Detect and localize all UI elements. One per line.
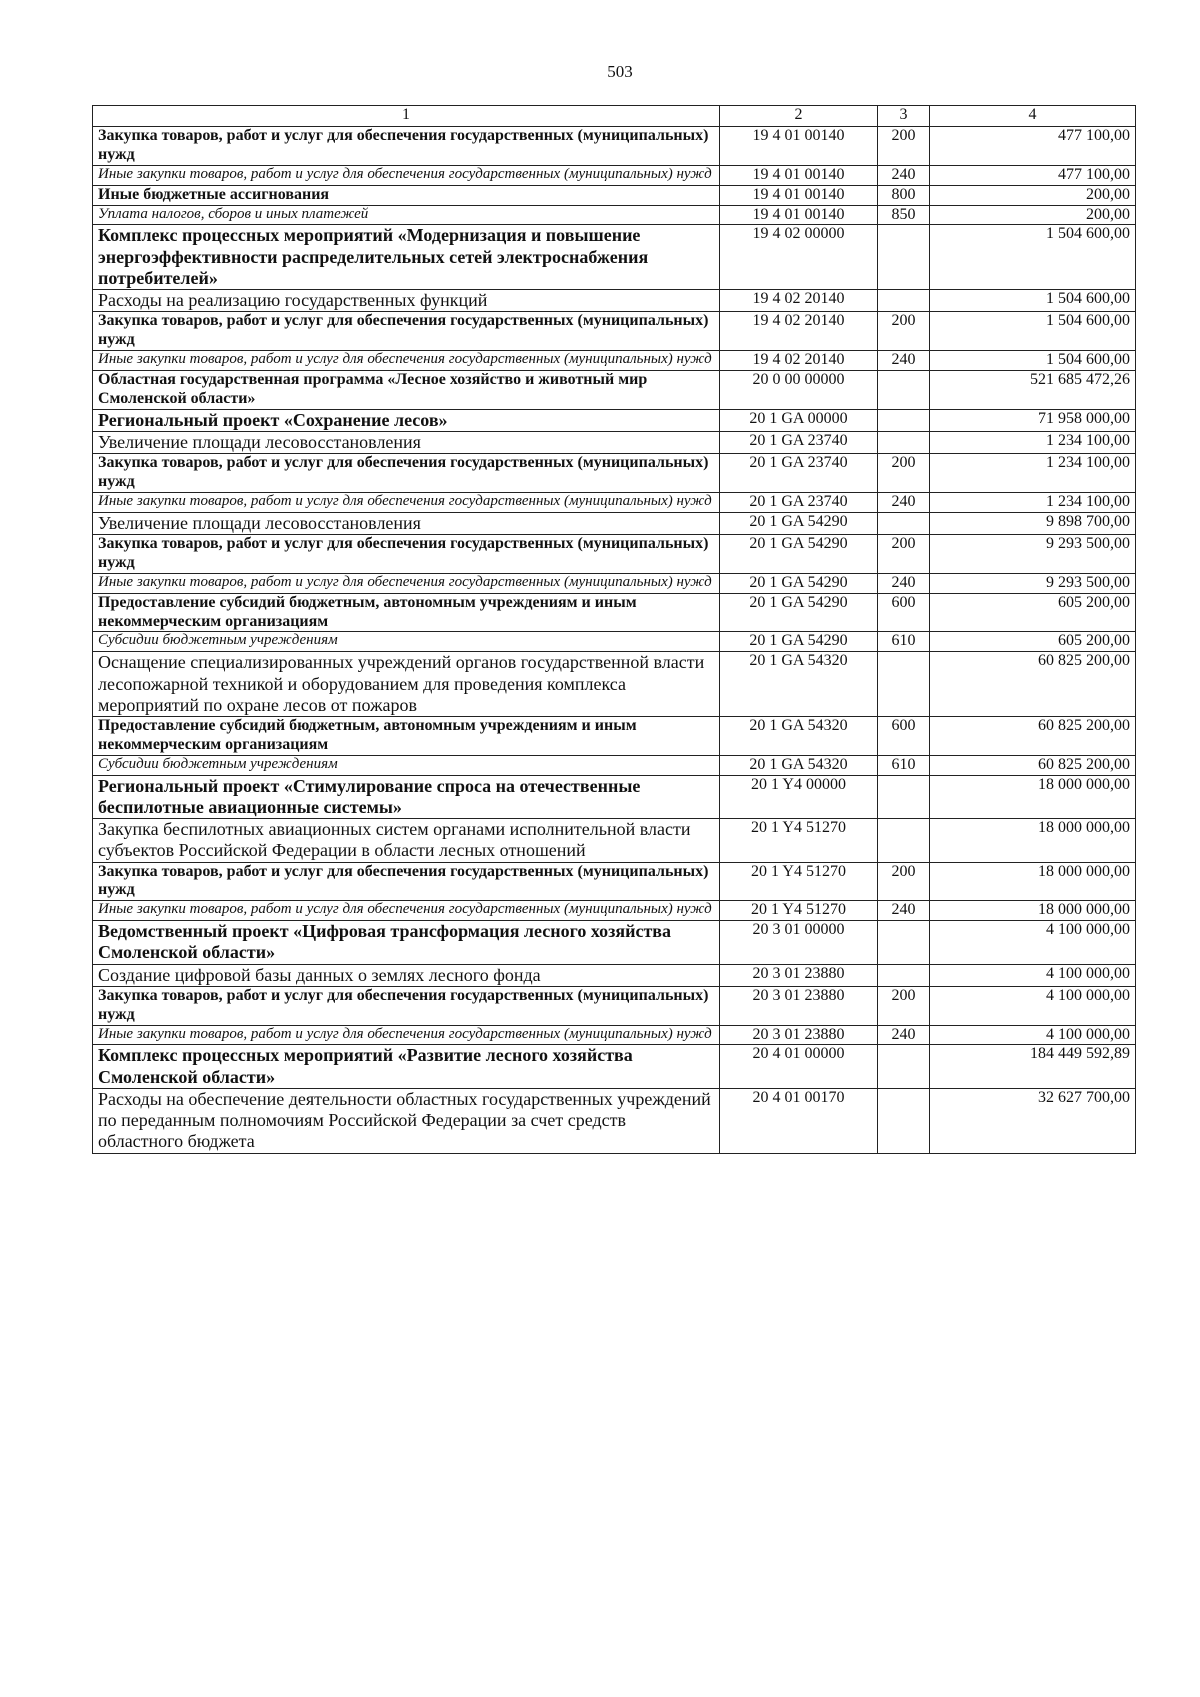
row-sum-cell: 9 293 500,00	[930, 573, 1136, 593]
row-type-cell: 200	[878, 312, 930, 351]
table-body	[93, 127, 1136, 1154]
row-type-cell: 610	[878, 755, 930, 775]
row-code-cell: 20 1 Y4 51270	[720, 819, 878, 862]
row-sum-cell: 1 234 100,00	[930, 492, 1136, 512]
row-sum-cell: 9 293 500,00	[930, 535, 1136, 574]
row-name-cell: Ведомственный проект «Цифровая трансформация лесного хозяйства Смоленской области»	[93, 921, 720, 964]
row-type-cell	[878, 370, 930, 409]
row-code-cell: 20 1 GA 54320	[720, 652, 878, 717]
row-type-cell: 240	[878, 351, 930, 371]
table-row	[93, 652, 1136, 717]
row-name-cell: Закупка беспилотных авиационных систем органами исполнительной власти субъектов Российской Федерации в области лесных отношений	[93, 819, 720, 862]
row-name-cell: Региональный проект «Стимулирование спроса на отечественные беспилотные авиационные системы»	[93, 775, 720, 818]
table-row	[93, 205, 1136, 225]
row-code-cell: 20 1 GA 54320	[720, 755, 878, 775]
row-sum-cell: 4 100 000,00	[930, 986, 1136, 1025]
row-type-cell: 200	[878, 454, 930, 493]
row-sum-cell: 4 100 000,00	[930, 964, 1136, 986]
row-name-cell: Увеличение площади лесовосстановления	[93, 431, 720, 453]
row-type-cell	[878, 431, 930, 453]
row-sum-cell: 521 685 472,26	[930, 370, 1136, 409]
row-type-cell: 200	[878, 535, 930, 574]
row-name-cell: Субсидии бюджетным учреждениям	[93, 755, 720, 775]
row-type-cell	[878, 290, 930, 312]
row-sum-cell: 1 504 600,00	[930, 225, 1136, 290]
row-code-cell: 20 1 Y4 51270	[720, 901, 878, 921]
row-name-cell: Закупка товаров, работ и услуг для обеспечения государственных (муниципальных) нужд	[93, 312, 720, 351]
row-type-cell: 200	[878, 986, 930, 1025]
table-row	[93, 1088, 1136, 1153]
row-type-cell	[878, 409, 930, 431]
table-row	[93, 862, 1136, 901]
row-type-cell: 600	[878, 593, 930, 632]
row-sum-cell: 60 825 200,00	[930, 652, 1136, 717]
row-sum-cell: 184 449 592,89	[930, 1045, 1136, 1088]
row-sum-cell: 18 000 000,00	[930, 819, 1136, 862]
row-code-cell: 20 1 GA 23740	[720, 492, 878, 512]
row-code-cell: 19 4 01 00140	[720, 165, 878, 185]
row-sum-cell: 605 200,00	[930, 593, 1136, 632]
row-name-cell: Иные закупки товаров, работ и услуг для обеспечения государственных (муниципальных) нужд	[93, 351, 720, 371]
row-name-cell: Создание цифровой базы данных о землях лесного фонда	[93, 964, 720, 986]
row-code-cell: 20 1 GA 00000	[720, 409, 878, 431]
row-name-cell: Иные закупки товаров, работ и услуг для обеспечения государственных (муниципальных) нужд	[93, 1025, 720, 1045]
row-sum-cell: 1 504 600,00	[930, 290, 1136, 312]
row-sum-cell: 605 200,00	[930, 632, 1136, 652]
row-code-cell: 19 4 02 20140	[720, 312, 878, 351]
row-name-cell: Областная государственная программа «Лесное хозяйство и животный мир Смоленской области»	[93, 370, 720, 409]
row-code-cell: 20 1 GA 54290	[720, 512, 878, 534]
budget-table	[92, 105, 1136, 1154]
row-sum-cell: 18 000 000,00	[930, 901, 1136, 921]
row-code-cell: 20 1 GA 23740	[720, 454, 878, 493]
row-sum-cell: 200,00	[930, 185, 1136, 205]
table-row	[93, 351, 1136, 371]
table-row	[93, 512, 1136, 534]
row-sum-cell: 477 100,00	[930, 127, 1136, 166]
row-sum-cell: 1 504 600,00	[930, 351, 1136, 371]
table-row	[93, 901, 1136, 921]
row-name-cell: Субсидии бюджетным учреждениям	[93, 632, 720, 652]
row-sum-cell: 60 825 200,00	[930, 755, 1136, 775]
row-name-cell: Закупка товаров, работ и услуг для обеспечения государственных (муниципальных) нужд	[93, 454, 720, 493]
row-name-cell: Оснащение специализированных учреждений органов государственной власти лесопожарной техникой и оборудованием для проведения комплекса мероприятий по охране лесов от пожаров	[93, 652, 720, 717]
row-code-cell: 20 3 01 23880	[720, 986, 878, 1025]
row-name-cell: Уплата налогов, сборов и иных платежей	[93, 205, 720, 225]
table-row	[93, 1045, 1136, 1088]
row-sum-cell: 18 000 000,00	[930, 862, 1136, 901]
row-name-cell: Расходы на реализацию государственных функций	[93, 290, 720, 312]
row-sum-cell: 1 504 600,00	[930, 312, 1136, 351]
row-code-cell: 20 1 GA 54290	[720, 573, 878, 593]
row-sum-cell: 200,00	[930, 205, 1136, 225]
row-name-cell: Закупка товаров, работ и услуг для обеспечения государственных (муниципальных) нужд	[93, 862, 720, 901]
row-code-cell: 20 0 00 00000	[720, 370, 878, 409]
page-number: 503	[607, 62, 633, 81]
row-code-cell: 20 3 01 00000	[720, 921, 878, 964]
row-code-cell: 19 4 01 00140	[720, 185, 878, 205]
row-type-cell	[878, 1088, 930, 1153]
row-type-cell: 240	[878, 901, 930, 921]
row-code-cell: 19 4 02 20140	[720, 290, 878, 312]
row-type-cell	[878, 775, 930, 818]
table-row	[93, 755, 1136, 775]
table-row	[93, 165, 1136, 185]
row-code-cell: 20 1 GA 54290	[720, 593, 878, 632]
row-sum-cell: 60 825 200,00	[930, 716, 1136, 755]
row-type-cell	[878, 964, 930, 986]
row-code-cell: 19 4 02 20140	[720, 351, 878, 371]
row-name-cell: Закупка товаров, работ и услуг для обеспечения государственных (муниципальных) нужд	[93, 127, 720, 166]
row-code-cell: 19 4 01 00140	[720, 205, 878, 225]
column-header-2: 2	[720, 106, 878, 127]
row-sum-cell: 18 000 000,00	[930, 775, 1136, 818]
row-code-cell: 20 3 01 23880	[720, 964, 878, 986]
column-header-4: 4	[930, 106, 1136, 127]
row-type-cell: 240	[878, 1025, 930, 1045]
table-row	[93, 632, 1136, 652]
row-type-cell	[878, 819, 930, 862]
row-sum-cell: 4 100 000,00	[930, 921, 1136, 964]
table-row	[93, 986, 1136, 1025]
row-type-cell: 200	[878, 862, 930, 901]
row-type-cell: 850	[878, 205, 930, 225]
row-name-cell: Иные закупки товаров, работ и услуг для обеспечения государственных (муниципальных) нужд	[93, 573, 720, 593]
row-sum-cell: 32 627 700,00	[930, 1088, 1136, 1153]
row-code-cell: 19 4 02 00000	[720, 225, 878, 290]
row-type-cell	[878, 225, 930, 290]
row-type-cell: 240	[878, 165, 930, 185]
table-row	[93, 921, 1136, 964]
table-row	[93, 535, 1136, 574]
row-type-cell: 200	[878, 127, 930, 166]
table-row	[93, 312, 1136, 351]
table-row	[93, 225, 1136, 290]
row-code-cell: 20 1 Y4 00000	[720, 775, 878, 818]
row-code-cell: 20 1 GA 23740	[720, 431, 878, 453]
table-row	[93, 185, 1136, 205]
table-row	[93, 964, 1136, 986]
row-type-cell: 610	[878, 632, 930, 652]
row-name-cell: Предоставление субсидий бюджетным, автономным учреждениям и иным некоммерческим организациям	[93, 716, 720, 755]
table-row	[93, 819, 1136, 862]
row-name-cell: Иные закупки товаров, работ и услуг для обеспечения государственных (муниципальных) нужд	[93, 165, 720, 185]
row-name-cell: Увеличение площади лесовосстановления	[93, 512, 720, 534]
row-name-cell: Комплекс процессных мероприятий «Развитие лесного хозяйства Смоленской области»	[93, 1045, 720, 1088]
table-row	[93, 716, 1136, 755]
row-code-cell: 20 1 GA 54290	[720, 632, 878, 652]
row-code-cell: 20 1 Y4 51270	[720, 862, 878, 901]
table-row	[93, 492, 1136, 512]
row-name-cell: Закупка товаров, работ и услуг для обеспечения государственных (муниципальных) нужд	[93, 535, 720, 574]
row-code-cell: 20 3 01 23880	[720, 1025, 878, 1045]
row-name-cell: Иные закупки товаров, работ и услуг для обеспечения государственных (муниципальных) нужд	[93, 901, 720, 921]
row-sum-cell: 4 100 000,00	[930, 1025, 1136, 1045]
table-row	[93, 127, 1136, 166]
table-row	[93, 290, 1136, 312]
table-row	[93, 409, 1136, 431]
row-code-cell: 19 4 01 00140	[720, 127, 878, 166]
row-sum-cell: 477 100,00	[930, 165, 1136, 185]
row-type-cell	[878, 1045, 930, 1088]
row-name-cell: Иные бюджетные ассигнования	[93, 185, 720, 205]
column-header-3: 3	[878, 106, 930, 127]
table-row	[93, 454, 1136, 493]
row-name-cell: Закупка товаров, работ и услуг для обеспечения государственных (муниципальных) нужд	[93, 986, 720, 1025]
table-row	[93, 593, 1136, 632]
row-name-cell: Региональный проект «Сохранение лесов»	[93, 409, 720, 431]
row-sum-cell: 1 234 100,00	[930, 431, 1136, 453]
row-name-cell: Иные закупки товаров, работ и услуг для обеспечения государственных (муниципальных) нужд	[93, 492, 720, 512]
row-type-cell: 800	[878, 185, 930, 205]
table-row	[93, 431, 1136, 453]
row-name-cell: Комплекс процессных мероприятий «Модернизация и повышение энергоэффективности распределительных сетей электроснабжения потребителей»	[93, 225, 720, 290]
row-code-cell: 20 1 GA 54320	[720, 716, 878, 755]
row-code-cell: 20 1 GA 54290	[720, 535, 878, 574]
table-row	[93, 370, 1136, 409]
row-type-cell: 600	[878, 716, 930, 755]
table-row	[93, 1025, 1136, 1045]
table-header-row	[93, 106, 1136, 127]
row-type-cell: 240	[878, 492, 930, 512]
column-header-1: 1	[93, 106, 720, 127]
table-row	[93, 573, 1136, 593]
row-name-cell: Расходы на обеспечение деятельности областных государственных учреждений по переданным полномочиям Российской Федерации за счет средств областного бюджета	[93, 1088, 720, 1153]
row-sum-cell: 1 234 100,00	[930, 454, 1136, 493]
row-code-cell: 20 4 01 00170	[720, 1088, 878, 1153]
row-code-cell: 20 4 01 00000	[720, 1045, 878, 1088]
row-type-cell: 240	[878, 573, 930, 593]
row-name-cell: Предоставление субсидий бюджетным, автономным учреждениям и иным некоммерческим организациям	[93, 593, 720, 632]
row-sum-cell: 71 958 000,00	[930, 409, 1136, 431]
row-type-cell	[878, 512, 930, 534]
row-type-cell	[878, 652, 930, 717]
row-sum-cell: 9 898 700,00	[930, 512, 1136, 534]
table-row	[93, 775, 1136, 818]
row-type-cell	[878, 921, 930, 964]
